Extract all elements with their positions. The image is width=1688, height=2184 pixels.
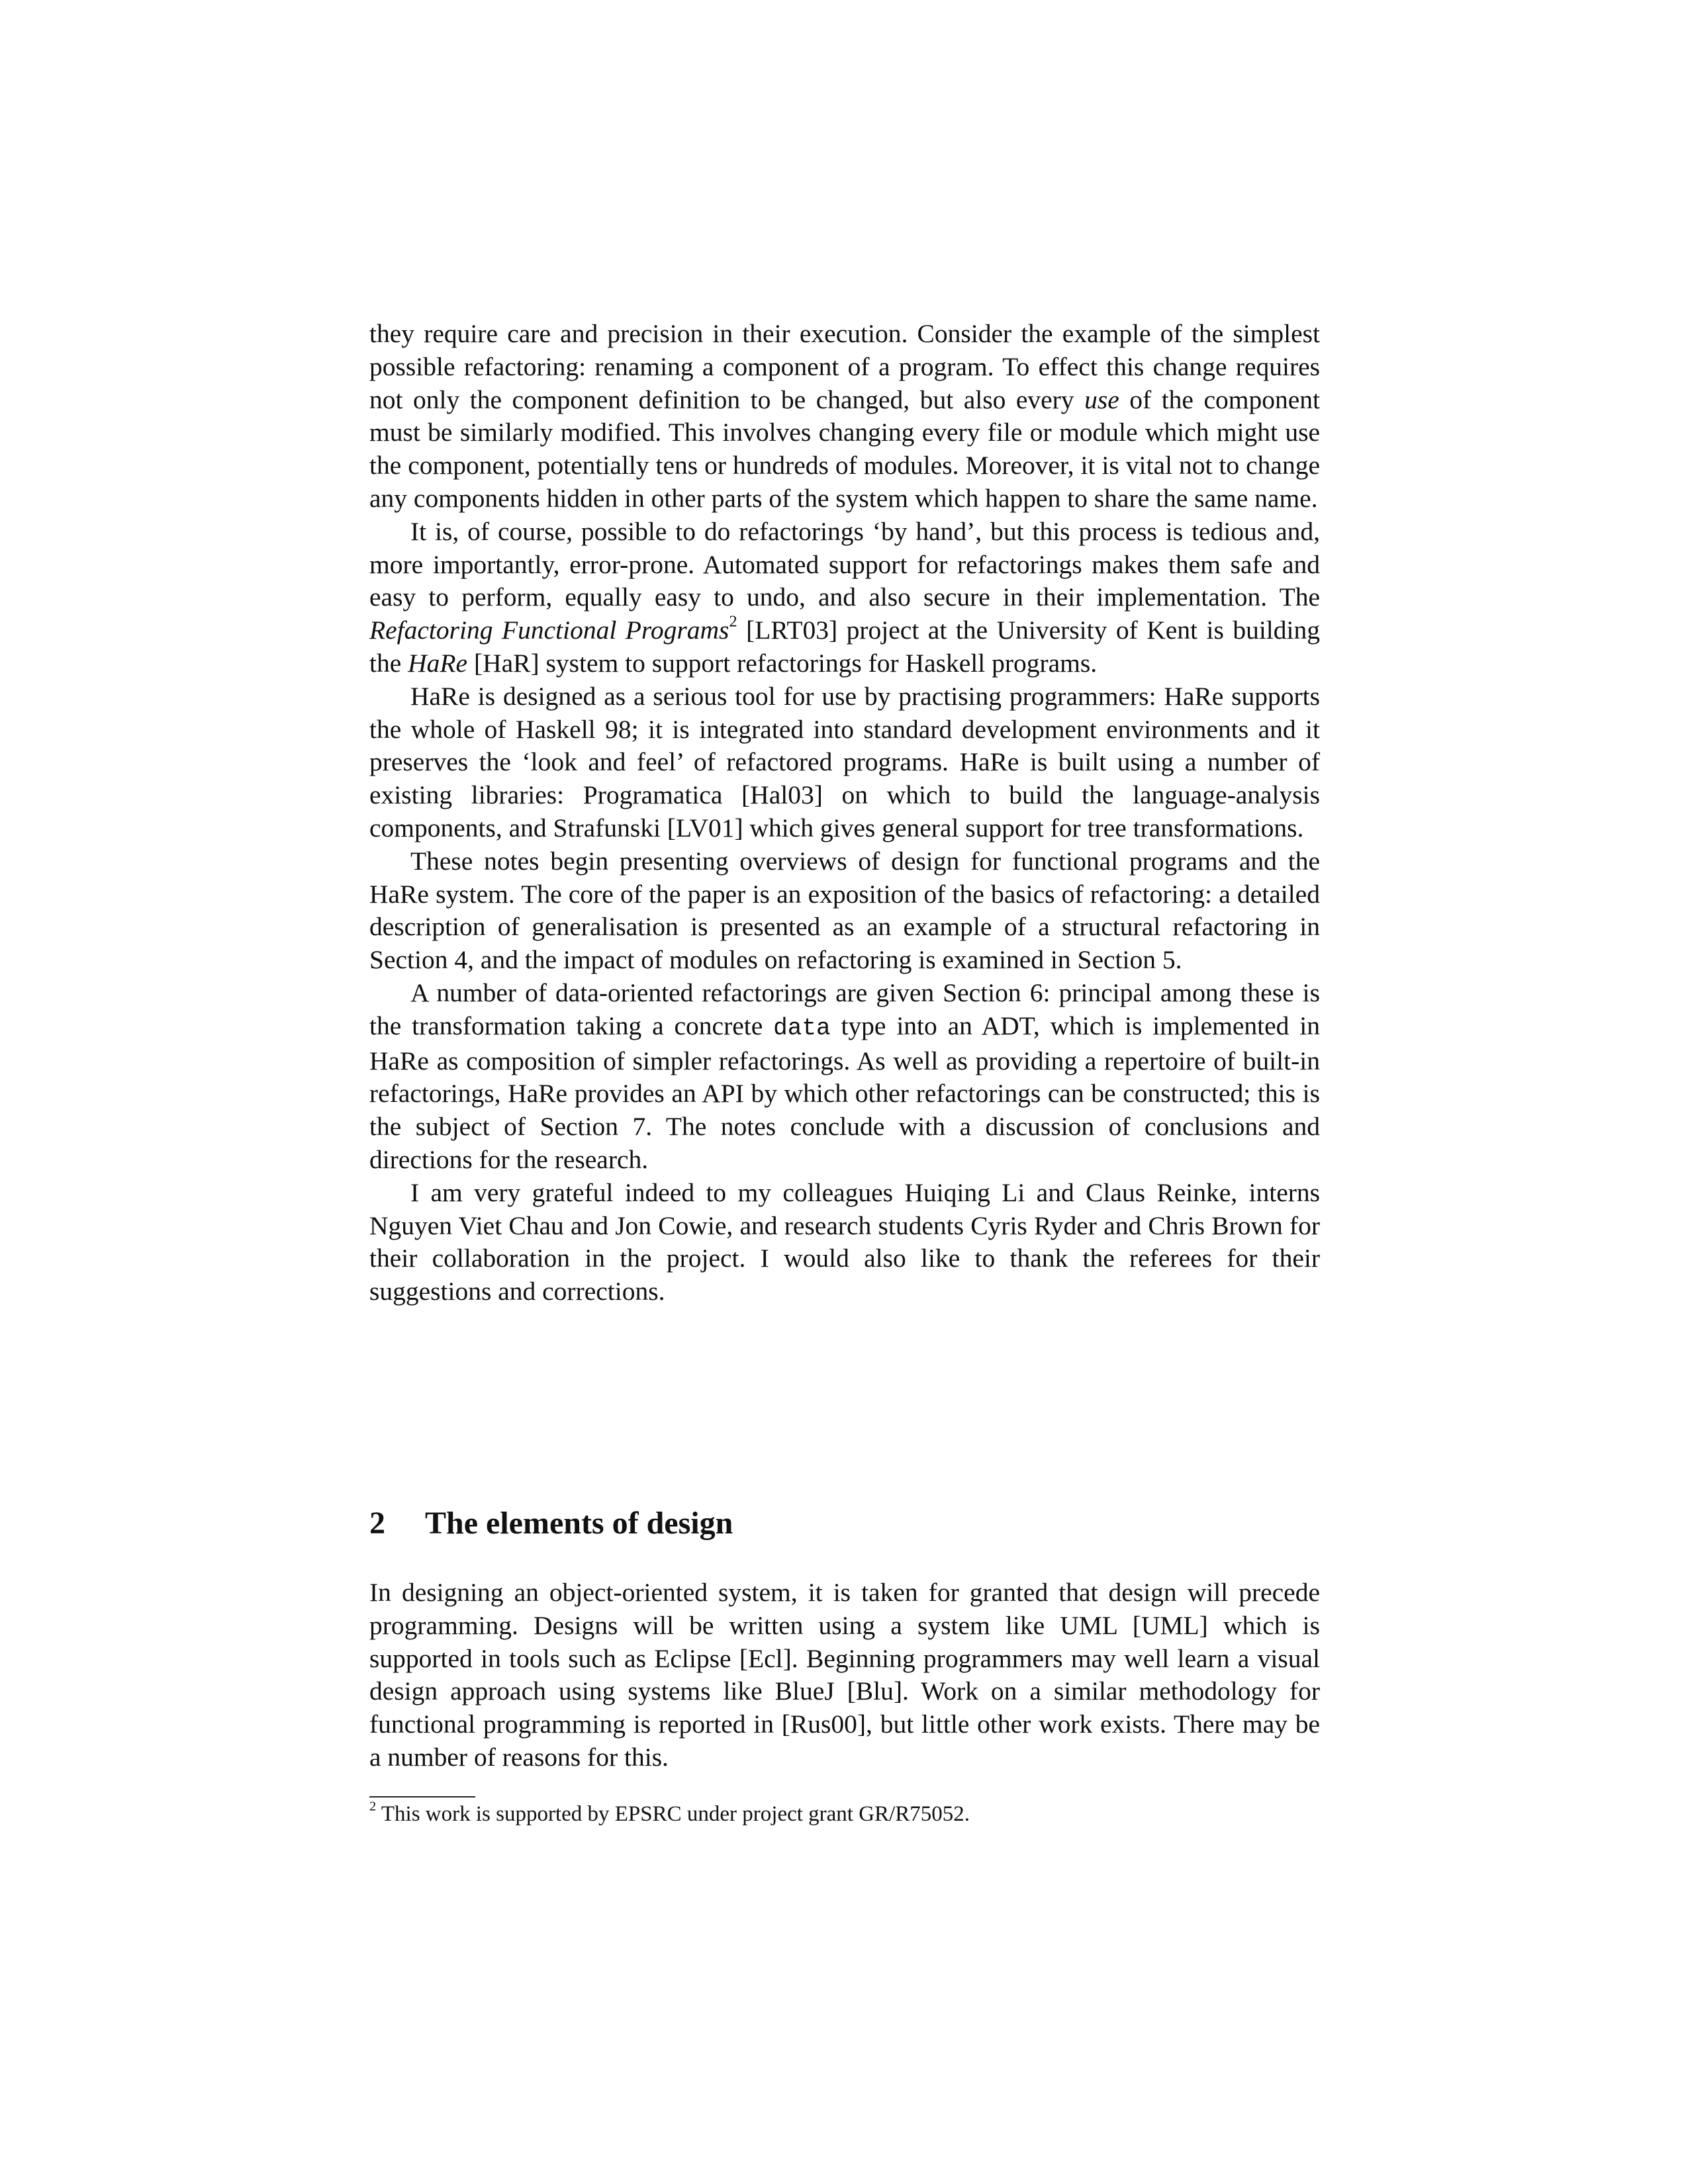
paragraph-data-refactorings bbox=[369, 977, 1320, 1177]
section-number: 2 bbox=[369, 1506, 385, 1541]
section-heading bbox=[369, 1504, 1320, 1543]
text-run: It is, of course, possible to do refactorings ‘by hand’, but this process is tedious and, more importantly, error-prone. Automated support for refactorings makes them safe and easy to perform, equally easy to undo, and also secure in their implementation. The bbox=[369, 516, 1320, 612]
code-data: data bbox=[773, 1014, 831, 1042]
project-title: Refactoring Functional Programs bbox=[369, 615, 729, 645]
intro-text-block bbox=[369, 318, 1320, 1308]
text-run: they require care and precision in their execution. Consider the example of the simplest possible refactoring: renaming a component of a program. To effect this change requires not only the component definition to be changed, but also every bbox=[369, 319, 1320, 414]
paragraph-overview: These notes begin presenting overviews of design for functional programs and the HaRe system. The core of the paper is an exposition of the basics of refactoring: a detailed description of generalisation is presented as an example of a structural refactoring in Section 4, and the impact of modules on refactoring is examined in Section 5. bbox=[369, 846, 1320, 975]
paragraph-by-hand bbox=[369, 516, 1320, 680]
section-title: The elements of design bbox=[425, 1506, 733, 1541]
footnote-rule bbox=[369, 1796, 475, 1797]
paragraph-renaming bbox=[369, 318, 1320, 516]
section-text-block bbox=[369, 1576, 1320, 1774]
footnote-marker: 2 bbox=[729, 612, 737, 631]
paragraph-design-intro: In designing an object-oriented system, it is taken for granted that design will precede programming. Designs will be written using a system like UML [UML] which is supported in tools such as Eclipse [Ecl]. Beginning programmers may well learn a visual design approach using systems like BlueJ [Blu]. Work on a similar methodology for functional programming is reported in [Rus00], but little other work exists. There may be a number of reasons for this. bbox=[369, 1578, 1320, 1772]
footnote-text: This work is supported by EPSRC under project grant GR/R75052. bbox=[376, 1802, 970, 1826]
paragraph-acknowledgements: I am very grateful indeed to my colleagues Huiqing Li and Claus Reinke, interns Nguyen Viet Chau and Jon Cowie, and research students Cyris Ryder and Chris Brown for their collaboration in the project. I would also like to thank the referees for their suggestions and corrections. bbox=[369, 1177, 1320, 1306]
footnote bbox=[369, 1800, 1320, 1828]
text-run: A number of data-oriented refactorings are given Section 6: principal among these is the transformation taking a concrete bbox=[369, 978, 1320, 1040]
text-run: [HaR] system to support refactorings for Haskell programs. bbox=[467, 648, 1098, 678]
text-run: of the component must be similarly modified. This involves changing every file or module which might use the component, potentially tens or hundreds of modules. Moreover, it is vital not to change any components hidden in other parts of the system which happen to share the same name. bbox=[369, 385, 1320, 513]
hare-name: HaRe bbox=[408, 648, 468, 678]
text-run: type into an ADT, which is implemented in HaRe as composition of simpler refactorings. As well as providing a repertoire of built-in refactorings, HaRe provides an API by which other refactorings can be constructed; this is the subject of Section 7. The notes conclude with a discussion of conclusions and directions for the research. bbox=[369, 1011, 1320, 1174]
emphasis-use: use bbox=[1084, 385, 1119, 414]
paragraph-hare-design: HaRe is designed as a serious tool for use by practising programmers: HaRe supports the whole of Haskell 98; it is integrated into standard development environments and it preserves the ‘look and feel’ of refactored programs. HaRe is built using a number of existing libraries: Programatica [Hal03] on which to build the language-analysis components, and Strafunski [LV01] which gives general support for tree transformations. bbox=[369, 681, 1320, 842]
text-run: [LRT03] project at the University of Kent is building the bbox=[369, 615, 1321, 678]
footnote-mark: 2 bbox=[369, 1799, 377, 1814]
